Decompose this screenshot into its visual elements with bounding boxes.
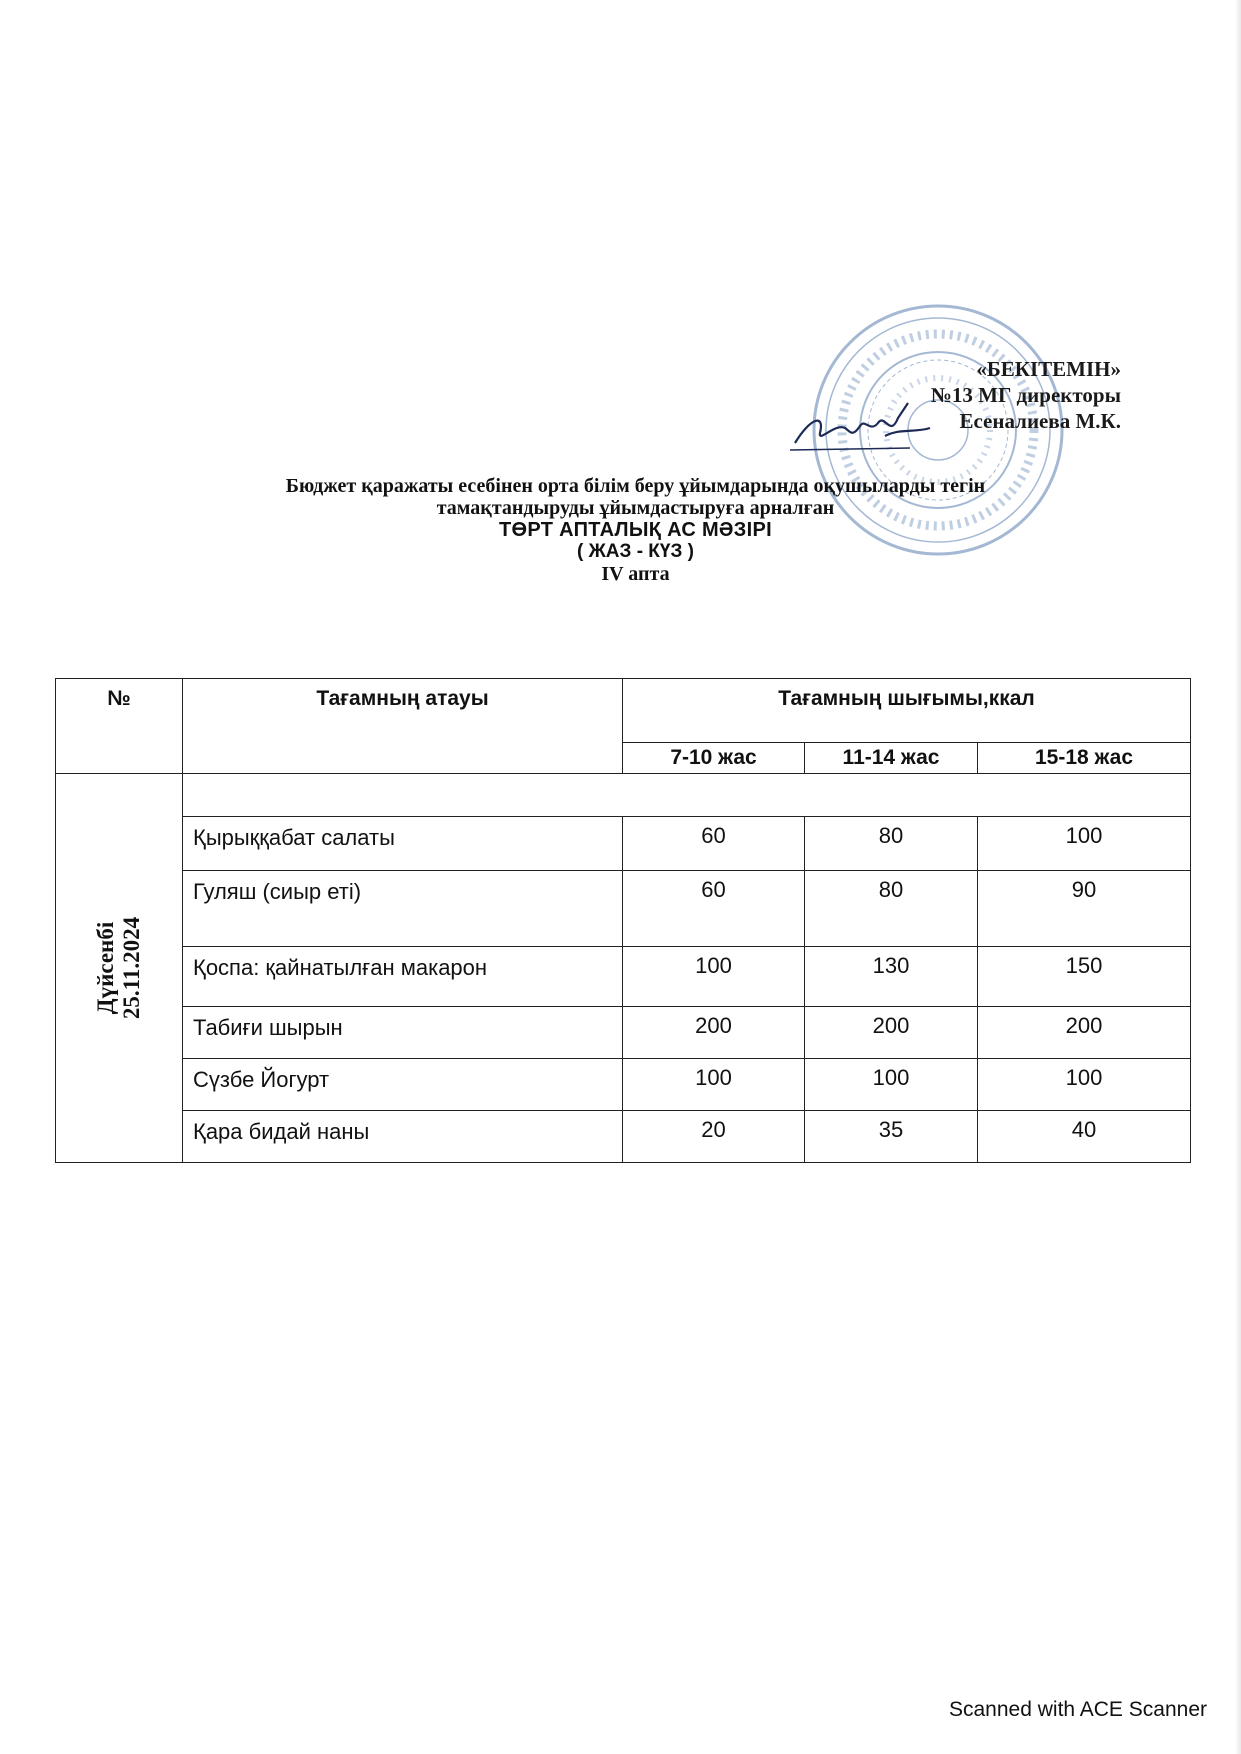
kcal-7-10: 60 xyxy=(623,817,805,871)
kcal-15-18: 150 xyxy=(978,947,1191,1007)
kcal-11-14: 130 xyxy=(805,947,978,1007)
day-label xyxy=(93,917,145,1019)
kcal-7-10: 20 xyxy=(623,1111,805,1163)
table-row xyxy=(56,1007,1191,1059)
kcal-15-18: 90 xyxy=(978,871,1191,947)
header-dish-name: Тағамның атауы xyxy=(183,679,623,774)
kcal-7-10: 60 xyxy=(623,871,805,947)
kcal-15-18: 100 xyxy=(978,817,1191,871)
kcal-15-18: 40 xyxy=(978,1111,1191,1163)
day-cell xyxy=(56,774,183,1163)
table-row xyxy=(56,947,1191,1007)
day-date: 25.11.2024 xyxy=(118,916,144,1020)
dish-name: Қырыққабат салаты xyxy=(183,817,623,871)
dish-name: Гуляш (сиыр еті) xyxy=(183,871,623,947)
age-11-14: 11-14 жас xyxy=(805,743,978,774)
age-7-10: 7-10 жас xyxy=(623,743,805,774)
document-heading xyxy=(0,475,1241,585)
table-header-row xyxy=(56,679,1191,743)
spacer-row xyxy=(56,774,1191,817)
kcal-11-14: 100 xyxy=(805,1059,978,1111)
heading-line-2: тамақтандыруды ұйымдастыруға арналған xyxy=(436,497,835,519)
kcal-15-18: 200 xyxy=(978,1007,1191,1059)
week-label: IV апта xyxy=(601,563,670,585)
kcal-7-10: 200 xyxy=(623,1007,805,1059)
table-row xyxy=(56,1111,1191,1163)
scanner-watermark: Scanned with ACE Scanner xyxy=(949,1698,1207,1721)
day-name: Дүйсенбі xyxy=(92,921,118,1015)
kcal-11-14: 80 xyxy=(805,871,978,947)
header-number: № xyxy=(56,679,183,774)
scan-edge xyxy=(1235,0,1241,1754)
kcal-11-14: 80 xyxy=(805,817,978,871)
dish-name: Сүзбе Йогурт xyxy=(183,1059,623,1111)
table-row xyxy=(56,817,1191,871)
document-title: ТӨРТ АПТАЛЫҚ АС МӘЗІРІ xyxy=(499,519,772,541)
kcal-11-14: 35 xyxy=(805,1111,978,1163)
approval-block xyxy=(931,356,1121,434)
kcal-7-10: 100 xyxy=(623,947,805,1007)
approval-line-approve: «БЕКІТЕМІН» xyxy=(976,357,1121,381)
dish-name: Табиғи шырын xyxy=(183,1007,623,1059)
header-kcal: Тағамның шығымы,ккал xyxy=(623,679,1191,743)
approval-line-director-name: Есеналиева М.К. xyxy=(959,409,1121,433)
menu-table xyxy=(55,678,1191,1163)
kcal-15-18: 100 xyxy=(978,1059,1191,1111)
heading-line-1: Бюджет қаражаты есебінен орта білім беру ұйымдарында оқушыларды тегін xyxy=(285,475,986,497)
kcal-11-14: 200 xyxy=(805,1007,978,1059)
approval-line-position: №13 МГ директоры xyxy=(930,383,1121,407)
table-row xyxy=(56,1059,1191,1111)
table-row xyxy=(56,871,1191,947)
age-15-18: 15-18 жас xyxy=(978,743,1191,774)
kcal-7-10: 100 xyxy=(623,1059,805,1111)
spacer-cell xyxy=(183,774,1191,817)
season-label: ( ЖАЗ - КҮЗ ) xyxy=(577,541,694,562)
dish-name: Қара бидай наны xyxy=(183,1111,623,1163)
dish-name: Қоспа: қайнатылған макарон xyxy=(183,947,623,1007)
director-signature xyxy=(790,398,940,453)
